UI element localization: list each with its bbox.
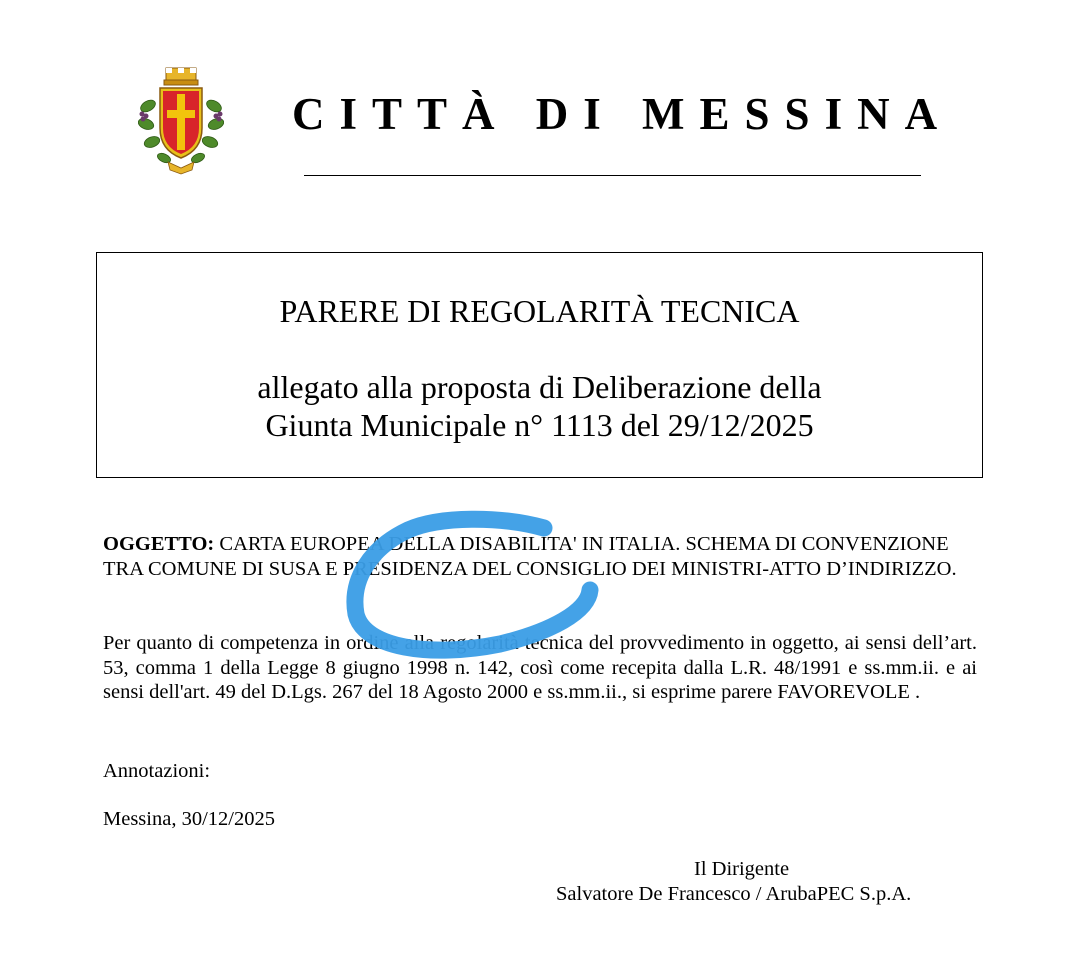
subtitle-line: Giunta Municipale n° 1113 del 29/12/2025 <box>265 407 814 443</box>
city-title: CITTÀ DI MESSINA <box>292 89 953 139</box>
subject-text: CARTA EUROPEA DELLA DISABILITA' IN ITALIA. SCHEMA DI CONVENZIONE TRA COMUNE DI SUSA E PRESIDENZA DEL CONSIGLIO DEI MINISTRI-ATTO D’INDIRIZZO. <box>103 533 957 580</box>
crown-icon <box>164 68 198 85</box>
subtitle-line: allegato alla proposta di Deliberazione della <box>257 369 822 405</box>
document-title: PARERE DI REGOLARITÀ TECNICA <box>279 293 800 329</box>
subject-paragraph <box>103 532 977 581</box>
document-header-box <box>96 252 983 478</box>
subject-label: OGGETTO: <box>103 533 215 555</box>
messina-coat-of-arms-icon <box>138 66 224 176</box>
place-date: Messina, 30/12/2025 <box>103 808 275 830</box>
opinion-paragraph: Per quanto di competenza in ordine alla regolarità tecnica del provvedimento in oggetto, ai sensi dell’art. 53, comma 1 della Legge 8 giugno 1998 n. 142, così come recepita dalla L.R. 48/1991 e ss.mm.ii. e ai sensi dell'art. 49 del D.Lgs. 267 del 18 Agosto 2000 e ss.mm.ii., si esprime parere FAVOREVOLE . <box>103 632 977 703</box>
annotations-label: Annotazioni: <box>103 760 211 782</box>
signature-role: Il Dirigente <box>694 858 790 880</box>
signature-name: Salvatore De Francesco / ArubaPEC S.p.A. <box>556 883 912 905</box>
document-subtitle <box>97 368 982 444</box>
title-underline <box>304 175 921 176</box>
